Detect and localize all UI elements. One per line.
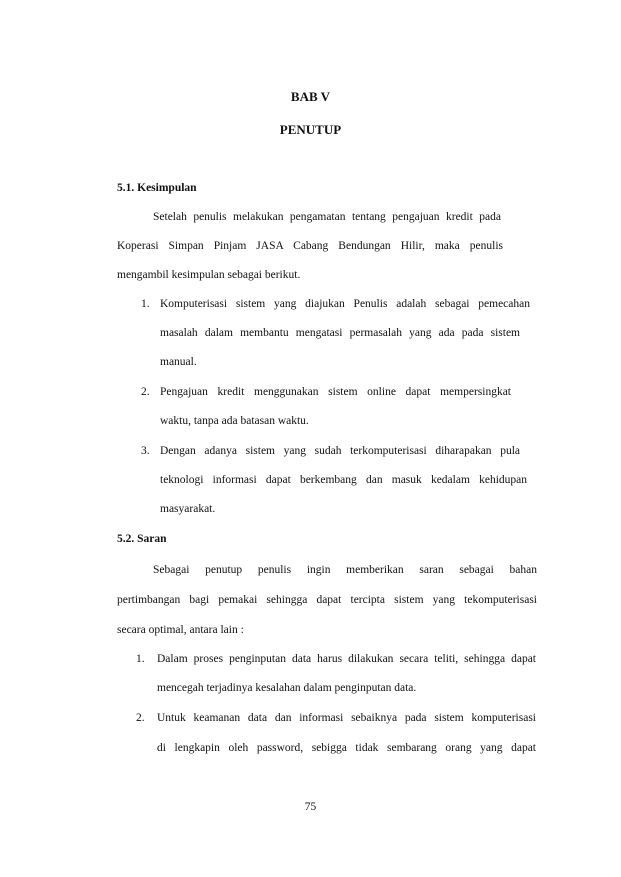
conclusion-item-line: masyarakat. (160, 503, 216, 515)
conclusion-item-line: waktu, tanpa ada batasan waktu. (160, 415, 309, 427)
section-heading-conclusion: 5.1. Kesimpulan (117, 182, 197, 194)
suggestion-item-number: 1. (136, 653, 145, 665)
suggestion-intro-line: secara optimal, antara lain : (117, 624, 244, 636)
conclusion-intro-line: mengambil kesimpulan sebagai berikut. (117, 269, 301, 281)
conclusion-item-number: 2. (141, 386, 150, 398)
suggestion-item-line: mencegah terjadinya kesalahan dalam penginputan data. (157, 682, 417, 694)
conclusion-intro-line: Koperasi Simpan Pinjam JASA Cabang Bendungan Hilir, maka penulis (117, 240, 503, 252)
suggestion-item-line: Dalam proses penginputan data harus dilakukan secara teliti, sehingga dapat (157, 653, 536, 665)
chapter-title: PENUTUP (279, 122, 342, 137)
conclusion-item-number: 3. (141, 445, 150, 457)
suggestion-item-number: 2. (136, 712, 145, 724)
suggestion-intro-line: pertimbangan bagi pemakai sehingga dapat tercipta sistem yang tekomputerisasi (117, 594, 537, 606)
conclusion-item-line: Dengan adanya sistem yang sudah terkomputerisasi diharapakan pula (160, 445, 520, 457)
conclusion-item-line: Komputerisasi sistem yang diajukan Penulis adalah sebagai pemecahan (160, 298, 530, 310)
conclusion-item-line: Pengajuan kredit menggunakan sistem online dapat mempersingkat (160, 386, 511, 398)
suggestion-intro-line: Sebagai penutup penulis ingin memberikan saran sebagai bahan (153, 564, 537, 576)
page-number: 75 (304, 801, 317, 813)
section-heading-suggestion: 5.2. Saran (117, 533, 167, 545)
conclusion-item-number: 1. (141, 298, 150, 310)
conclusion-item-line: teknologi informasi dapat berkembang dan masuk kedalam kehidupan (160, 474, 527, 486)
chapter-number: BAB V (290, 89, 331, 104)
suggestion-item-line: Untuk keamanan data dan informasi sebaiknya pada sistem komputerisasi (157, 712, 536, 724)
conclusion-item-line: masalah dalam membantu mengatasi permasalah yang ada pada sistem (160, 327, 520, 339)
suggestion-item-line: di lengkapin oleh password, sebigga tidak sembarang orang yang dapat (157, 742, 536, 754)
conclusion-item-line: manual. (160, 356, 197, 368)
conclusion-intro-line: Setelah penulis melakukan pengamatan tentang pengajuan kredit pada (153, 211, 501, 223)
